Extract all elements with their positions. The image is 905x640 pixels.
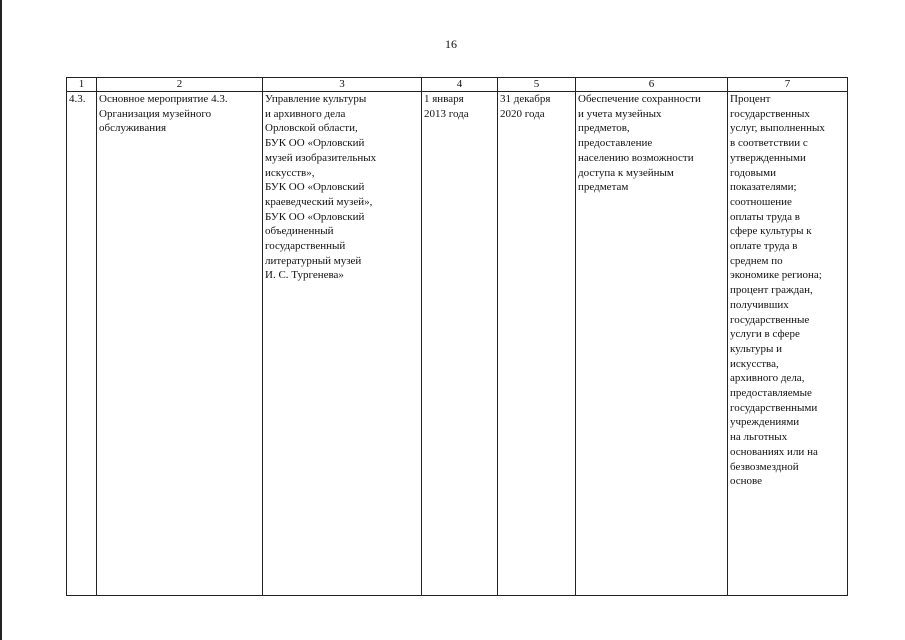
page-number: 16 [445, 37, 457, 51]
start-date-cell: 1 января 2013 года [422, 92, 498, 596]
indicators-cell: Процент государственных услуг, выполненных в соответствии с утвержденными годовыми показателями; соотношение оплаты труда в сфере культуры к оплате труда в среднем по экономике региона; процент граждан, получивших государственные услуги в сфере культуры и искусства, архивного дела, предоставляемые государственными учреждениями на льготных основаниях или на безвозмездной основе [728, 92, 848, 596]
header-cell-1: 1 [67, 78, 97, 92]
header-cell-4: 4 [422, 78, 498, 92]
table-header-row [67, 78, 848, 92]
page-left-edge-line [0, 0, 2, 640]
activity-name-cell: Основное мероприятие 4.3. Организация музейного обслуживания [97, 92, 263, 596]
end-date-cell: 31 декабря 2020 года [498, 92, 576, 596]
program-table [66, 77, 848, 596]
header-cell-5: 5 [498, 78, 576, 92]
executors-cell: Управление культуры и архивного дела Орловской области, БУК ОО «Орловский музей изобразительных искусств», БУК ОО «Орловский краеведческий музей», БУК ОО «Орловский объединенный государственный литературный музей И. С. Тургенева» [263, 92, 422, 596]
header-cell-6: 6 [576, 78, 728, 92]
header-cell-7: 7 [728, 78, 848, 92]
row-number-cell: 4.3. [67, 92, 97, 596]
table-row [67, 92, 848, 596]
header-cell-3: 3 [263, 78, 422, 92]
header-cell-2: 2 [97, 78, 263, 92]
expected-result-cell: Обеспечение сохранности и учета музейных предметов, предоставление населению возможности доступа к музейным предметам [576, 92, 728, 596]
